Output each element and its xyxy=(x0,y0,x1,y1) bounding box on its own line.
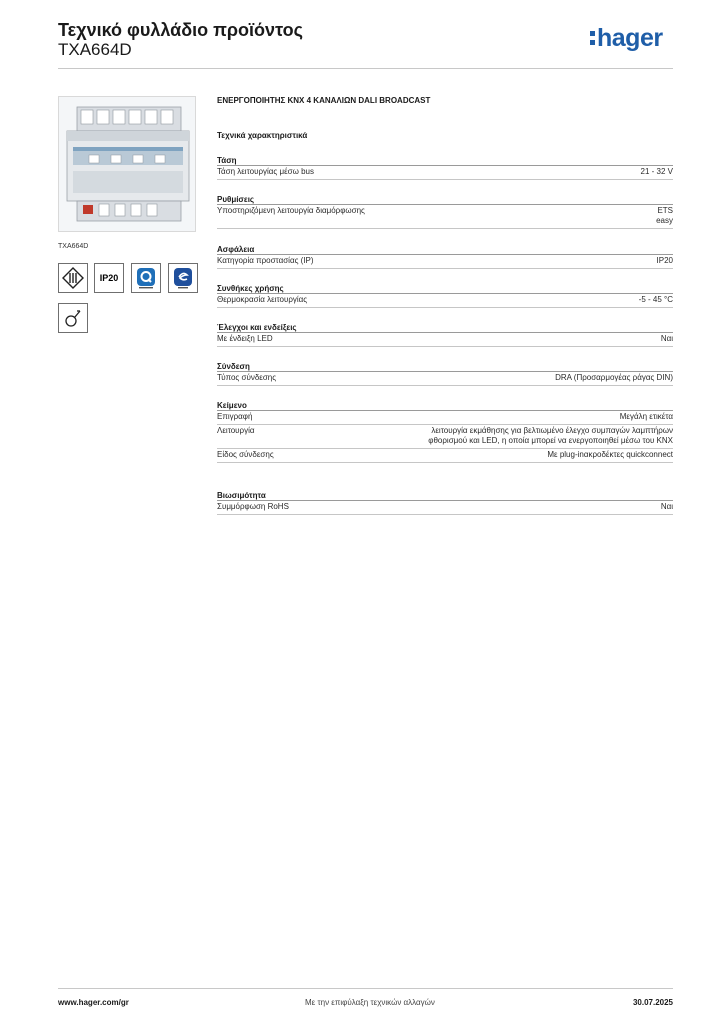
spec-group-title: Έλεγχοι και ενδείξεις xyxy=(217,322,673,333)
spec-value: Μεγάλη ετικέτα xyxy=(619,412,673,421)
din-rail-module-illustration xyxy=(59,97,197,233)
ip20-badge: IP20 xyxy=(94,263,124,293)
spec-row xyxy=(217,205,673,229)
spec-value: 21 - 32 V xyxy=(640,167,673,176)
spec-value: Ναι xyxy=(660,334,673,343)
spec-row xyxy=(217,449,673,463)
product-code: TXA664D xyxy=(58,40,132,59)
spec-label: Θερμοκρασία λειτουργίας xyxy=(217,295,308,304)
quicklink-icon xyxy=(131,263,161,293)
spec-row xyxy=(217,411,673,425)
spec-group-title: Σύνδεση xyxy=(217,361,673,372)
spec-row xyxy=(217,255,673,269)
product-name: ΕΝΕΡΓΟΠΟΙΗΤΗΣ KNX 4 ΚΑΝΑΛΙΩΝ DALI BROADCAST xyxy=(217,96,431,105)
spec-group-title: Κείμενο xyxy=(217,400,673,411)
spec-value: ETS easy xyxy=(656,206,673,225)
characteristics-heading: Τεχνικά χαρακτηριστικά xyxy=(217,131,308,140)
header-divider xyxy=(58,68,673,69)
spec-value: DRA (Προσαρμογέας ράγας DIN) xyxy=(555,373,673,382)
disclaimer-text: Με την επιφύλαξη τεχνικών αλλαγών xyxy=(305,998,435,1007)
spec-label: Τάση λειτουργίας μέσω bus xyxy=(217,167,314,176)
spec-row xyxy=(217,294,673,308)
spec-group-title: Τάση xyxy=(217,155,673,166)
product-image-caption: TXA664D xyxy=(58,243,89,250)
hager-logo: hager xyxy=(590,26,663,51)
spec-group-controls xyxy=(217,322,673,347)
spec-group-title: Ρυθμίσεις xyxy=(217,194,673,205)
spec-label: Κατηγορία προστασίας (IP) xyxy=(217,256,314,265)
spec-value: Ναι xyxy=(660,502,673,511)
spec-group-sustainability xyxy=(217,490,673,515)
spec-value: Με plug-inακροδέκτες quickconnect xyxy=(547,450,673,459)
spec-value: -5 - 45 °C xyxy=(638,295,673,304)
easy-configuration-icon xyxy=(168,263,198,293)
spec-row xyxy=(217,166,673,180)
spec-row xyxy=(217,425,673,449)
spec-value: λειτουργία εκμάθησης για βελτιωμένο έλεγχο συμπαγών λαμπτήρων φθορισμού και LED, η οποία μπορεί να ενεργοποιηθεί μέσω του KNX xyxy=(428,426,673,445)
website-link[interactable]: www.hager.com/gr xyxy=(58,998,129,1007)
spec-group-title: Βιωσιμότητα xyxy=(217,490,673,501)
spec-label: Επιγραφή xyxy=(217,412,253,421)
spec-group-settings xyxy=(217,194,673,229)
page-title: Τεχνικό φυλλάδιο προϊόντος xyxy=(58,20,303,40)
protection-class-icon xyxy=(58,303,88,333)
knx-certification-icon xyxy=(58,263,88,293)
spec-group-conditions xyxy=(217,283,673,308)
spec-row xyxy=(217,372,673,386)
document-date: 30.07.2025 xyxy=(632,998,673,1007)
spec-group-voltage xyxy=(217,155,673,180)
product-image xyxy=(58,96,196,232)
spec-group-connection xyxy=(217,361,673,386)
spec-label: Τύπος σύνδεσης xyxy=(217,373,277,382)
spec-label: Υποστηριζόμενη λειτουργία διαμόρφωσης xyxy=(217,206,365,215)
spec-label: Συμμόρφωση RoHS xyxy=(217,502,289,511)
spec-label: Λειτουργία xyxy=(217,426,255,435)
spec-row xyxy=(217,501,673,515)
spec-row xyxy=(217,333,673,347)
spec-group-text xyxy=(217,400,673,463)
spec-group-title: Ασφάλεια xyxy=(217,244,673,255)
spec-label: Με ένδειξη LED xyxy=(217,334,273,343)
spec-value: IP20 xyxy=(656,256,673,265)
footer-divider xyxy=(58,988,673,989)
spec-label: Είδος σύνδεσης xyxy=(217,450,274,459)
spec-group-title: Συνθήκες χρήσης xyxy=(217,283,673,294)
spec-group-safety xyxy=(217,244,673,269)
